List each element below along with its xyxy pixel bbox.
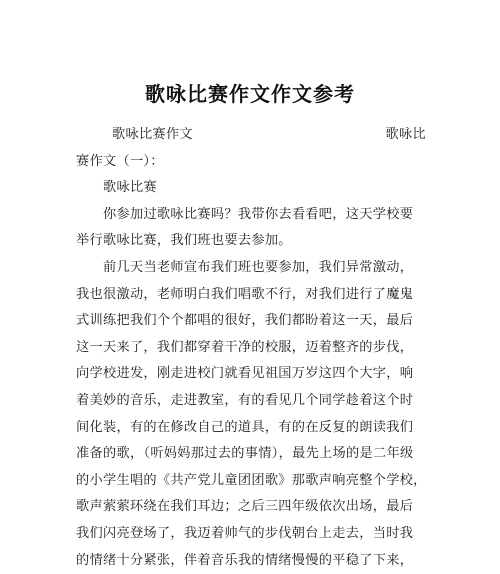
text-line: 准备的歌，（听妈妈那过去的事情），最先上场的是二年级	[76, 441, 426, 468]
text-line: 我们闪亮登场了，我迈着帅气的步伐朝台上走去，当时我	[76, 521, 426, 548]
paragraph-start-line: 前几天当老师宣布我们班也要参加，我们异常激动，	[76, 255, 426, 282]
text-line: 举行歌咏比赛，我们班也要去参加。	[76, 228, 426, 255]
text-line: 向学校进发，刚走进校门就看见祖国万岁这四个大字，响	[76, 361, 426, 388]
header-line	[76, 122, 426, 149]
paragraph-start-line: 你参加过歌咏比赛吗？我带你去看看吧，这天学校要	[76, 202, 426, 229]
text-line: 式训练把我们个个都唱的很好，我们都盼着这一天，最后	[76, 308, 426, 335]
header-right-text: 歌咏比	[386, 122, 426, 149]
text-line: 的情绪十分紧张，伴着音乐我的情绪慢慢的平稳了下来，	[76, 548, 426, 574]
text-line: 间化装，有的在修改自己的道具，有的在反复的朗读我们	[76, 415, 426, 442]
text-line: 歌声萦萦环绕在我们耳边；之后三四年级依次出场，最后	[76, 494, 426, 521]
header-left-text: 歌咏比赛作文	[112, 122, 193, 149]
text-line: 赛作文（一）：	[76, 149, 426, 176]
text-line: 我也很激动，老师明白我们唱歌不行，对我们进行了魔鬼	[76, 282, 426, 309]
document-title: 歌咏比赛作文作文参考	[0, 78, 500, 107]
text-line: 这一天来了，我们都穿着干净的校服，迈着整齐的步伐，	[76, 335, 426, 362]
text-line: 的小学生唱的《共产党儿童团团歌》那歌声响亮整个学校，	[76, 468, 426, 495]
document-body	[76, 122, 426, 574]
text-line: 着美妙的音乐，走进教室，有的看见几个同学趁着这个时	[76, 388, 426, 415]
subheading: 歌咏比赛	[76, 175, 426, 202]
